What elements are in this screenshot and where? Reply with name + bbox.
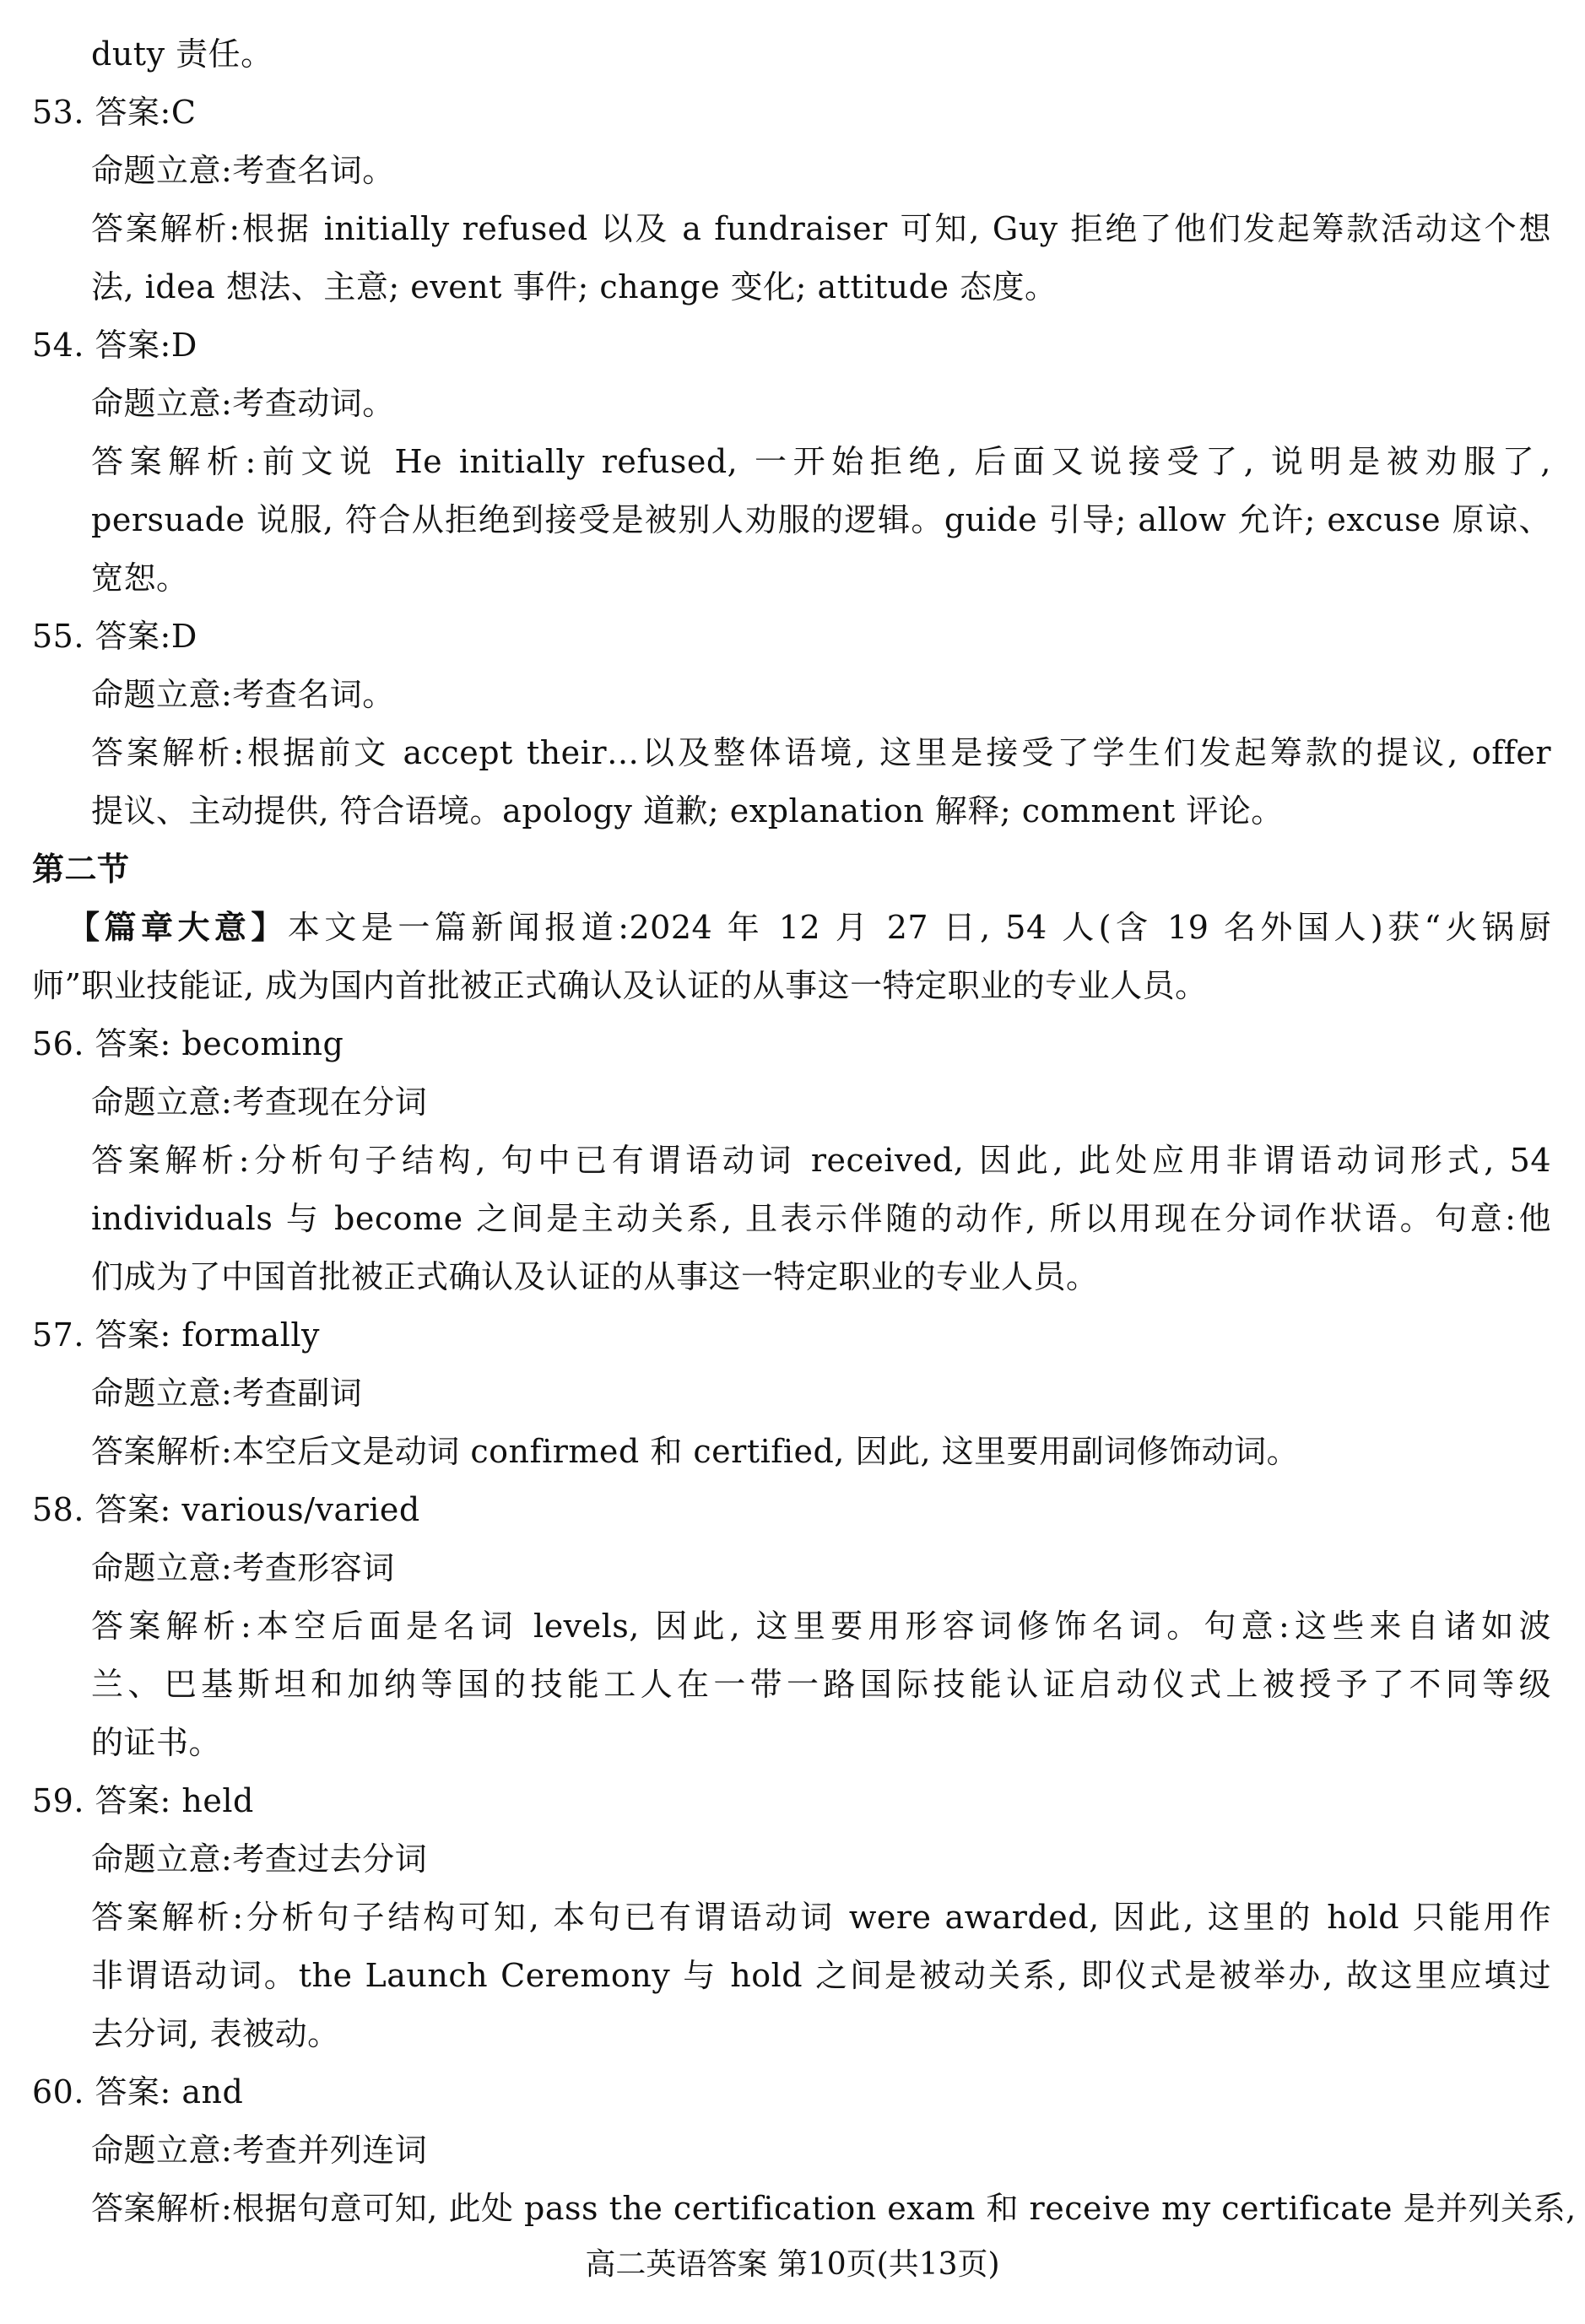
text-line: 答案解析:根据前文 accept their…以及整体语境, 这里是接受了学生们发起筹款的提议, offer: [91, 734, 1551, 771]
summary-text: 本文是一篇新闻报道:2024 年 12 月 27 日, 54 人(含 19 名外国人)获“火锅厨: [287, 909, 1551, 946]
text-line: 提议、主动提供, 符合语境。apology 道歉; explanation 解释; comment 评论。: [91, 792, 1284, 830]
text-line: 答案解析:分析句子结构可知, 本句已有谓语动词 were awarded, 因此, 这里的 hold 只能用作: [91, 1899, 1551, 1936]
summary-label: 【篇章大意】: [68, 908, 288, 946]
text-line: 命题立意:考查名词。: [91, 152, 395, 189]
text-line: 答案解析:前文说 He initially refused, 一开始拒绝, 后面又说接受了, 说明是被劝服了,: [91, 443, 1551, 480]
section-heading: 第二节: [32, 851, 130, 888]
text-line: 非谓语动词。the Launch Ceremony 与 hold 之间是被动关系, 即仪式是被举办, 故这里应填过: [91, 1957, 1551, 1994]
text-line: 兰、巴基斯坦和加纳等国的技能工人在一带一路国际技能认证启动仪式上被授予了不同等级: [91, 1666, 1551, 1703]
summary-line: 师”职业技能证, 成为国内首批被正式确认及认证的从事这一特定职业的专业人员。: [32, 967, 1208, 1004]
text-line: 答案解析:本空后面是名词 levels, 因此, 这里要用形容词修饰名词。句意:这些来自诸如波: [91, 1608, 1551, 1645]
answer-number: 55. 答案:D: [32, 618, 197, 655]
text-line: 命题立意:考查过去分词: [91, 1840, 428, 1878]
text-line: duty 责任。: [91, 35, 273, 73]
text-line: 命题立意:考查形容词: [91, 1549, 395, 1586]
answer-number: 59. 答案: held: [32, 1782, 254, 1819]
answer-number: 58. 答案: various/varied: [32, 1491, 420, 1528]
text-line: persuade 说服, 符合从拒绝到接受是被别人劝服的逻辑。guide 引导; allow 允许; excuse 原谅、: [91, 501, 1551, 538]
page-footer: 高二英语答案 第10页(共13页): [585, 2247, 1000, 2282]
text-line: 宽恕。: [91, 559, 189, 597]
text-line: 命题立意:考查动词。: [91, 385, 395, 422]
text-line: 去分词, 表被动。: [91, 2015, 340, 2052]
text-line: 的证书。: [91, 1724, 222, 1761]
answer-number: 54. 答案:D: [32, 327, 197, 364]
answer-number: 53. 答案:C: [32, 94, 197, 131]
text-line: 命题立意:考查副词: [91, 1375, 363, 1412]
text-line: 答案解析:根据句意可知, 此处 pass the certification exam 和 receive my certificate 是并列关系,: [91, 2190, 1577, 2227]
text-line: 命题立意:考查名词。: [91, 676, 395, 713]
answer-number: 60. 答案: and: [32, 2073, 244, 2111]
text-line: 答案解析:分析句子结构, 句中已有谓语动词 received, 因此, 此处应用非谓语动词形式, 54: [91, 1142, 1551, 1179]
text-line: 们成为了中国首批被正式确认及认证的从事这一特定职业的专业人员。: [91, 1258, 1099, 1295]
text-line: 答案解析:本空后文是动词 confirmed 和 certified, 因此, 这里要用副词修饰动词。: [91, 1433, 1300, 1470]
text-line: individuals 与 become 之间是主动关系, 且表示伴随的动作, 所以用现在分词作状语。句意:他: [91, 1200, 1551, 1237]
summary-line: [68, 905, 1551, 949]
answer-number: 56. 答案: becoming: [32, 1025, 344, 1062]
text-line: 答案解析:根据 initially refused 以及 a fundraiser 可知, Guy 拒绝了他们发起筹款活动这个想: [91, 210, 1551, 247]
text-line: 命题立意:考查现在分词: [91, 1084, 428, 1121]
text-line: 法, idea 想法、主意; event 事件; change 变化; attitude 态度。: [91, 268, 1058, 305]
text-line: 命题立意:考查并列连词: [91, 2132, 428, 2169]
answer-number: 57. 答案: formally: [32, 1316, 320, 1354]
